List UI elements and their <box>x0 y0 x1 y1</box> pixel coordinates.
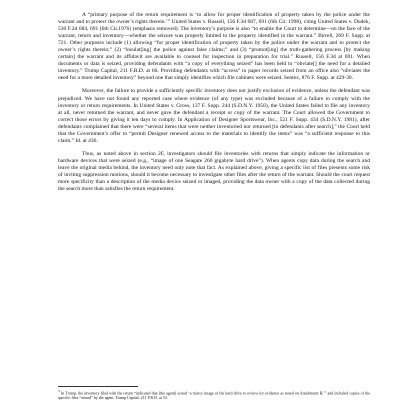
paragraph-3: Thus, as noted above in section 2F, investigators should file inventories with returns that simply indicate the information or hardware devices that were seized (e.g., “image of one Seagate 260 gigabyte hard drive”). When agents copy data during the search and leave the original media behind, the inventory need only note that fact. As explained above, giving a specific list of files presents some risk of inviting suppression motions, should it become necessary to investigate other files after the return of the warrant. Should the court request more specificity than a description of the media device seized or imaged, providing the data owner with a copy of the data collected during the search more than satisfies the return requirement. <box>58 150 370 193</box>
footnote-divider <box>58 386 138 387</box>
footnote-number: 3 <box>58 389 60 393</box>
document-body <box>58 12 370 193</box>
paragraph-2: Moreover, the failure to provide a sufficiently specific inventory does not justify exclusion of evidence, unless the defendant was prejudiced. We have not found any reported case where evidence (of any type) was excluded because of a failure to comply with the inventory or return requirements. In United States v. Gross, 137 F. Supp. 244 (S.D.N.Y. 1956), the United States failed to file any inventory at all, never returned the warrant, and never gave the defendant a receipt or copy of the warrant. The Court allowed the Government to correct those errors by giving it ten days to comply. In Application of Designer Sportswear, Inc., 521 F. Supp. 434 (S.D.N.Y. 1981), after defendants complained that there were “several items that were neither inventoried nor returned [to defendants after search],” the Court held that the Government’s offer to “permit Designer renewed access to the materials to identify the items” was “a sufficient response to this claim.” Id. at 436. <box>58 88 370 144</box>
footnote <box>58 389 370 400</box>
footnote-text: In Trump, the inventory filed with the return “indicated that [the agent] seized ‘a mirror image of the hard drive to review for evidence as noted on Attachment B,’” and included copies of the specific files “seized” by the agent. Trump Capital, 211 F.R.D. at 53. <box>58 390 370 400</box>
paragraph-1: A “primary purpose of the return requirement is ‘to allow for proper identification of property taken by the police under the warrant and to protect the owner’s rights therein.’” United States v. Russell, 156 F.3d 687, 691 (6th Cir. 1998), citing United States v. Dudek, 530 F.2d 684, 691 (6th Cir.1976) (emphasis removed). The inventory’s purpose is also “to enable the Court to determine—on the face of the warrant, return and inventory—whether the seizure was properly limited to the property identified in the warrant.” Birrell, 269 F. Supp. at 721. Other purposes include (1) allowing “for proper identification of property taken by the police under the warrant and to protect the owner’s rights therein;” (2) “insulat[ing] the police against false claims;” and (3) “promot[ing] the truth-gathering process [by making certain] the warrant and its affidavit are available to counsel for inspection in preparation for trial.” Russell, 156 F.3d at 691. When documents or data is seized, providing defendants with “a copy of everything seized” has been held to “obviate[] the need for a detailed inventory.” Trump Capital, 211 F.R.D. at 66. Providing defendants with “access” to paper records seized from an office also “obviates the need for a more detailed inventory” beyond one that simply identifies which file cabinets were seized. Sentex, 876 F. Supp. at 429-30. <box>58 12 370 82</box>
